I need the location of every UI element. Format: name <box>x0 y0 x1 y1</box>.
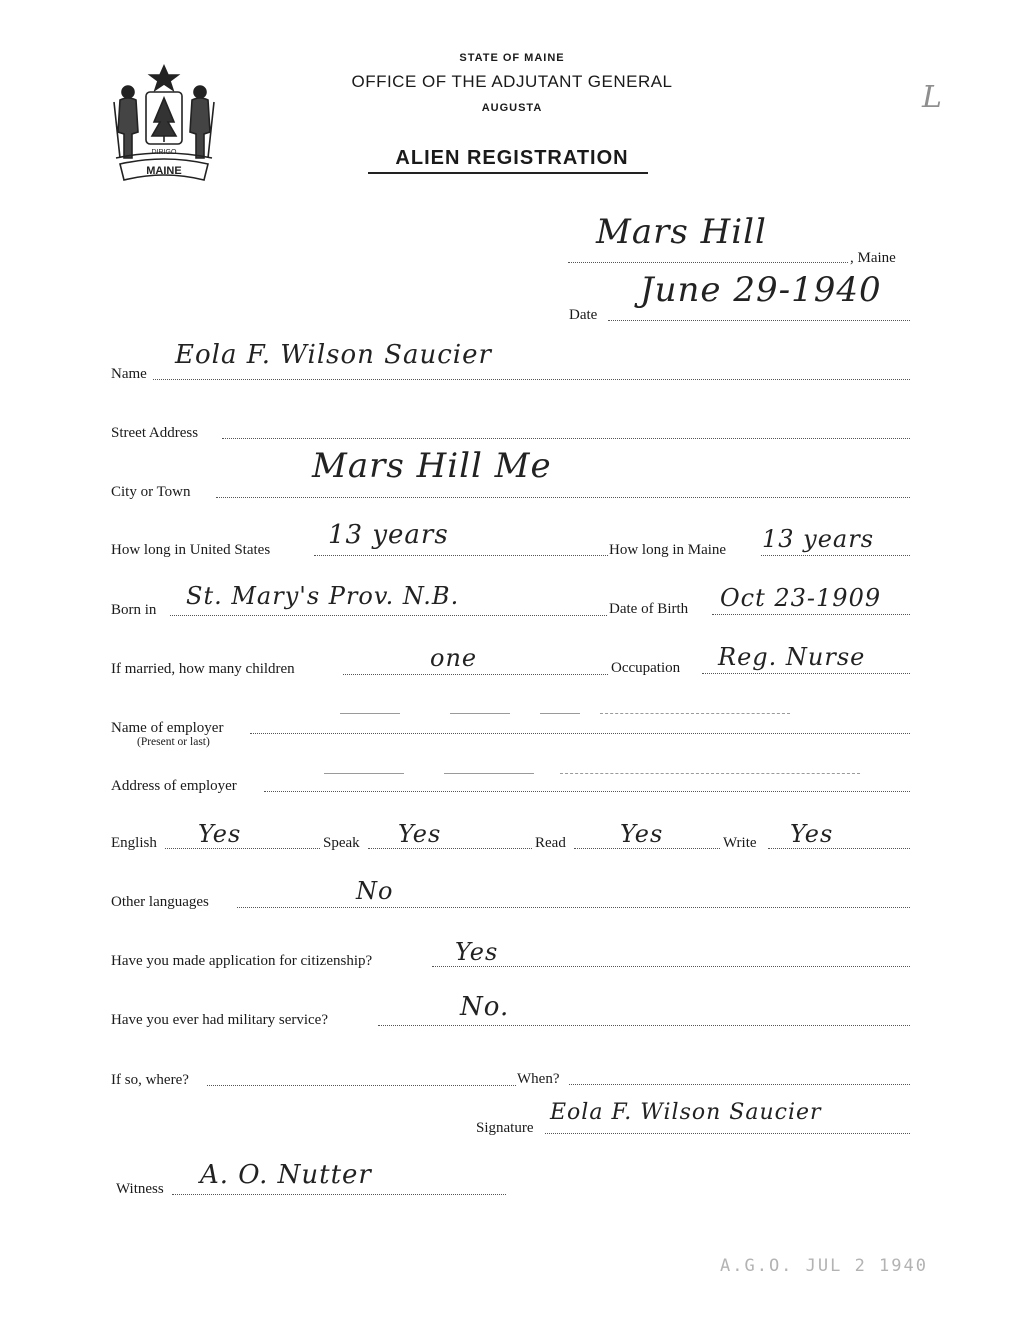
city-value: Mars Hill Me <box>312 446 552 486</box>
occupation-value: Reg. Nurse <box>718 643 866 671</box>
read-dotted-line <box>574 848 720 849</box>
children-label: If married, how many children <box>111 661 295 677</box>
seal-banner-text: MAINE <box>146 165 182 177</box>
other-languages-label: Other languages <box>111 894 209 910</box>
name-value: Eola F. Wilson Saucier <box>175 340 492 370</box>
signature-label: Signature <box>476 1120 534 1136</box>
margin-mark: L <box>922 80 942 115</box>
read-value: Yes <box>620 820 664 848</box>
speak-value: Yes <box>398 820 442 848</box>
military-value: No. <box>460 992 510 1022</box>
seal-motto: DIRIGO <box>151 149 177 156</box>
date-dotted-line <box>608 320 910 321</box>
city-dotted-line <box>216 497 910 498</box>
employer-address-dash-2 <box>444 773 534 774</box>
employer-dash-3 <box>540 713 580 714</box>
state-heading: STATE OF MAINE <box>459 52 565 64</box>
citizenship-value: Yes <box>455 938 499 966</box>
employer-dash-4 <box>600 713 790 714</box>
military-dotted-line <box>378 1025 910 1026</box>
children-value: one <box>430 644 478 672</box>
years-maine-value: 13 years <box>762 525 875 553</box>
employer-address-dotted-line <box>264 791 910 792</box>
city-label: City or Town <box>111 484 191 500</box>
military-label: Have you ever had military service? <box>111 1012 328 1028</box>
dob-label: Date of Birth <box>609 601 689 617</box>
where-dotted-line <box>207 1085 516 1086</box>
born-in-dotted-line <box>170 615 607 616</box>
form-title: ALIEN REGISTRATION <box>395 147 629 169</box>
employer-sublabel: (Present or last) <box>137 736 210 748</box>
employer-address-label: Address of employer <box>111 778 237 794</box>
title-underline <box>368 172 648 174</box>
write-dotted-line <box>768 848 910 849</box>
employer-dash-2 <box>450 713 510 714</box>
write-value: Yes <box>790 820 834 848</box>
born-in-value: St. Mary's Prov. N.B. <box>186 582 460 610</box>
dob-value: Oct 23-1909 <box>720 584 882 612</box>
write-label: Write <box>723 835 757 851</box>
employer-dash-1 <box>340 713 400 714</box>
dob-dotted-line <box>712 614 910 615</box>
name-dotted-line <box>153 379 910 380</box>
born-in-label: Born in <box>111 602 157 618</box>
date-value: June 29-1940 <box>640 270 882 310</box>
street-address-label: Street Address <box>111 425 199 441</box>
years-us-label: How long in United States <box>111 542 271 558</box>
speak-dotted-line <box>368 848 532 849</box>
received-date-stamp: A.G.O. JUL 2 1940 <box>720 1256 928 1276</box>
when-dotted-line <box>569 1084 910 1085</box>
citizenship-label: Have you made application for citizenship? <box>111 953 373 969</box>
when-label: When? <box>517 1071 560 1087</box>
witness-value: A. O. Nutter <box>200 1160 372 1190</box>
where-label: If so, where? <box>111 1072 189 1088</box>
other-languages-dotted-line <box>237 907 910 908</box>
employer-address-dash-1 <box>324 773 404 774</box>
occupation-label: Occupation <box>611 660 681 676</box>
years-us-value: 13 years <box>328 520 449 550</box>
read-label: Read <box>535 835 566 851</box>
witness-dotted-line <box>172 1194 506 1195</box>
employer-address-dash-3 <box>560 773 860 774</box>
signature-dotted-line <box>545 1133 910 1134</box>
children-dotted-line <box>343 674 608 675</box>
other-languages-value: No <box>356 877 394 905</box>
employer-dotted-line <box>250 733 910 734</box>
maine-label: , Maine <box>850 250 896 266</box>
date-label: Date <box>569 307 598 323</box>
name-label: Name <box>111 366 147 382</box>
town-dotted-line <box>568 262 848 263</box>
english-label: English <box>111 835 157 851</box>
street-address-dotted-line <box>222 438 910 439</box>
town-value: Mars Hill <box>596 212 767 252</box>
signature-value: Eola F. Wilson Saucier <box>550 1100 822 1125</box>
employer-label: Name of employer <box>111 720 224 736</box>
years-maine-label: How long in Maine <box>609 542 727 558</box>
speak-label: Speak <box>323 835 360 851</box>
office-heading: OFFICE OF THE ADJUTANT GENERAL <box>351 72 673 91</box>
witness-label: Witness <box>116 1181 164 1197</box>
english-dotted-line <box>165 848 320 849</box>
years-us-dotted-line <box>314 555 608 556</box>
citizenship-dotted-line <box>432 966 910 967</box>
english-value: Yes <box>198 820 242 848</box>
city-heading: AUGUSTA <box>481 102 543 114</box>
years-maine-dotted-line <box>761 555 910 556</box>
occupation-dotted-line <box>702 673 910 674</box>
